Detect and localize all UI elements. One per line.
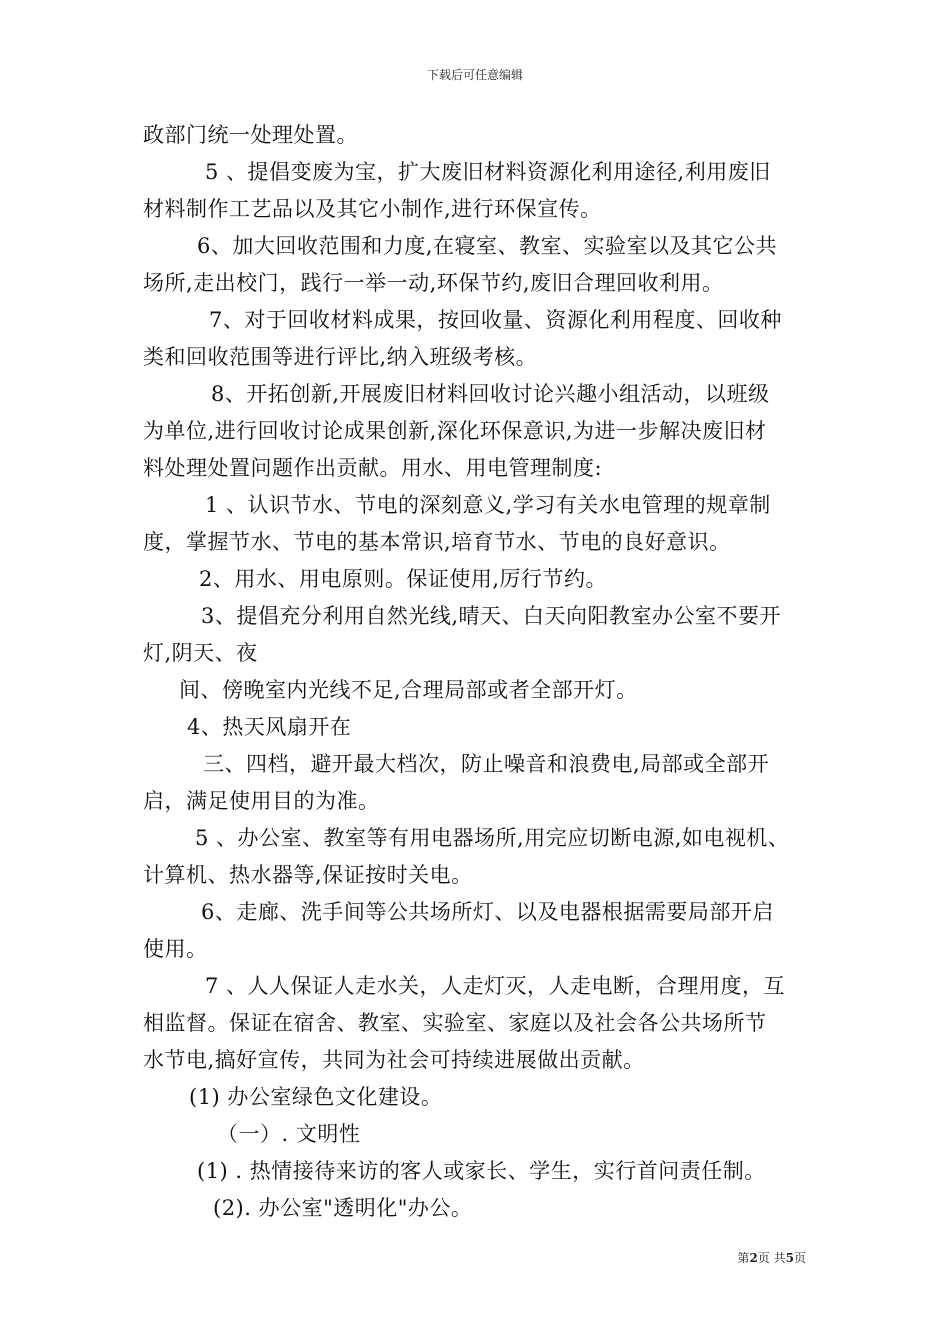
text-line: 政部门统一处理处置。 (143, 123, 358, 147)
text-line: 场所,走出校门，践行一举一动,环保节约,废旧合理回收利用。 (143, 271, 724, 295)
text-line: 计算机、热水器等,保证按时关电。 (143, 863, 473, 887)
text-line: (1) 办公室绿色文化建设。 (189, 1085, 443, 1109)
text-line: 2、用水、用电原则。保证使用,厉行节约。 (199, 567, 608, 591)
text-line: 灯,阴天、夜 (143, 641, 258, 665)
text-line: 三、四档，避开最大档次，防止噪音和浪费电,局部或全部开 (203, 752, 770, 776)
text-line: 相监督。保证在宿舍、教室、实验室、家庭以及社会各公共场所节 (143, 1011, 767, 1035)
text-line: 间、傍晚室内光线不足,合理局部或者全部开灯。 (179, 678, 638, 702)
text-line: 5 、办公室、教室等有用电器场所,用完应切断电源,如电视机、 (195, 826, 790, 850)
text-line: 材料制作工艺品以及其它小制作,进行环保宣传。 (143, 197, 602, 221)
text-line: 使用。 (143, 937, 208, 961)
text-line: 水节电,搞好宣传，共同为社会可持续进展做出贡献。 (143, 1048, 645, 1072)
page-suffix: 页 (793, 1251, 806, 1265)
page-middle: 页 共 (757, 1251, 786, 1265)
page-header: 下载后可任意编辑 (426, 68, 523, 82)
text-line: 为单位,进行回收讨论成果创新,深化环保意识,为进一步解决废旧材 (143, 419, 767, 443)
text-line: 5 、提倡变废为宝，扩大废旧材料资源化利用途径,利用废旧 (205, 160, 771, 184)
text-line: 度，掌握节水、节电的基本常识,培育节水、节电的良好意识。 (143, 530, 731, 554)
text-line: 类和回收范围等进行评比,纳入班级考核。 (143, 345, 538, 369)
text-line: 8、开拓创新,开展废旧材料回收讨论兴趣小组活动，以班级 (211, 382, 770, 406)
text-line: 4、热天风扇开在 (187, 715, 352, 739)
text-line: 料处理处置问题作出贡献。用水、用电管理制度: (143, 456, 603, 480)
current-page: 2 (749, 1251, 758, 1265)
text-line: 启，满足使用目的为准。 (143, 789, 380, 813)
text-line: 1 、认识节水、节电的深刻意义,学习有关水电管理的规章制 (205, 493, 771, 517)
text-line: 6、走廊、洗手间等公共场所灯、以及电器根据需要局部开启 (201, 900, 774, 924)
total-pages: 5 (785, 1251, 794, 1265)
text-line: (2). 办公室"透明化"办公。 (213, 1196, 473, 1220)
text-line: 7、对于回收材料成果，按回收量、资源化利用程度、回收种 (209, 308, 782, 332)
text-line: （一）. 文明性 (217, 1122, 361, 1146)
document-body (143, 117, 813, 1227)
text-line: 7 、人人保证人走水关，人走灯灭，人走电断，合理用度，互 (205, 974, 786, 998)
text-line: (1) . 热情接待来访的客人或家长、学生，实行首问责任制。 (197, 1159, 766, 1183)
page-prefix: 第 (737, 1251, 750, 1265)
text-line: 3、提倡充分利用自然光线,晴天、白天向阳教室办公室不要开 (201, 604, 782, 628)
page-number (737, 1249, 806, 1266)
text-line: 6、加大回收范围和力度,在寝室、教室、实验室以及其它公共 (197, 234, 778, 258)
